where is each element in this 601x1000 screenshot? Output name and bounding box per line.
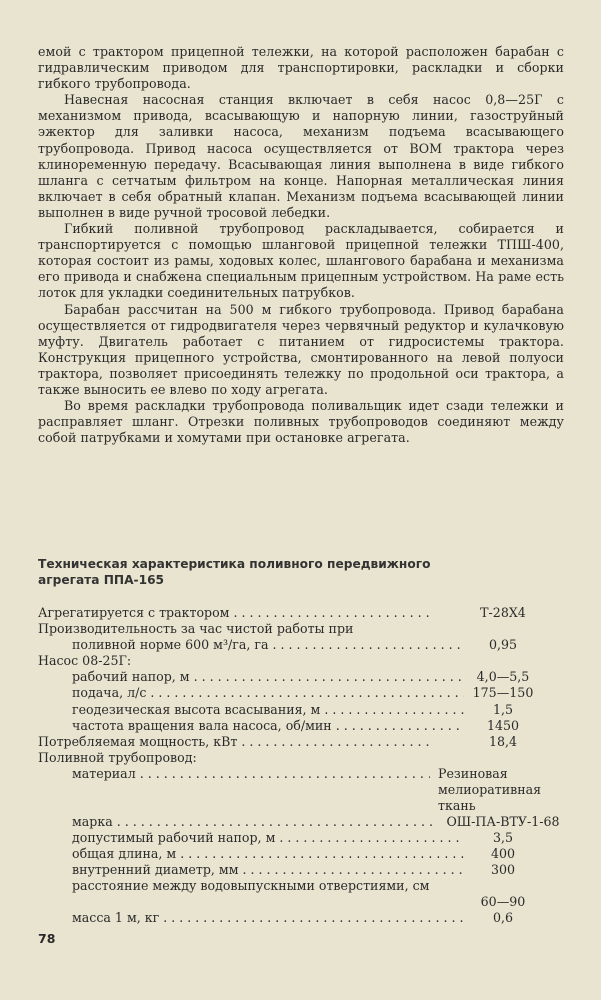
spec-row-flow bbox=[38, 685, 568, 701]
spec-title bbox=[38, 556, 564, 588]
spec-label: допустимый рабочий напор, м . . . bbox=[38, 830, 464, 846]
spec-label: подача, л/с . . . bbox=[38, 685, 464, 701]
spec-label: Насос 08-25Г: bbox=[38, 653, 132, 669]
spec-row-pipeline bbox=[38, 750, 568, 766]
spec-value: 4,0—5,5 bbox=[476, 669, 530, 685]
spec-value: Резиновая мелиоративная ткань bbox=[438, 765, 542, 814]
spec-title-line-1: Техническая характеристика поливного передвижного bbox=[38, 557, 431, 571]
spec-row-productivity bbox=[38, 621, 568, 637]
spec-value: 18,4 bbox=[488, 733, 518, 749]
spec-row-power bbox=[38, 734, 568, 750]
spec-value: 3,5 bbox=[492, 830, 514, 846]
spec-value: 0,95 bbox=[488, 637, 518, 653]
spec-title-line-2: агрегата ППА-165 bbox=[38, 573, 165, 587]
spec-row-pump bbox=[38, 653, 568, 669]
page-number: 78 bbox=[38, 931, 56, 946]
spec-row-spacing bbox=[38, 878, 568, 910]
spec-label: расстояние между водовыпускными отверстиями, см bbox=[72, 878, 430, 894]
spec-row-mass bbox=[38, 910, 568, 926]
body-text bbox=[38, 44, 564, 446]
spec-row-head bbox=[38, 669, 568, 685]
spec-row-allowed-head bbox=[38, 830, 568, 846]
spec-row-material bbox=[38, 766, 568, 814]
spec-row-rpm bbox=[38, 718, 568, 734]
spec-table bbox=[38, 605, 568, 926]
spec-value: Т-28Х4 bbox=[480, 605, 526, 620]
spec-value: 1,5 bbox=[492, 701, 514, 717]
spec-label: поливной норме 600 м³/га, га . . . bbox=[38, 637, 464, 653]
spec-label: масса 1 м, кг . . . bbox=[38, 910, 464, 926]
spec-label: Потребляемая мощность, кВт . . . bbox=[38, 734, 430, 750]
paragraph-4: Барабан рассчитан на 500 м гибкого трубопровода. Привод барабана осуществляется от гидродвигателя через червячный редуктор и кулачковую муфту. Двигатель работает с питанием от гидросистемы трактора. Конструкция прицепного устройства, смонтированного на левой полуоси трактора, позволяет присоединять тележку по продольной оси трактора, а также выносить ее влево по ходу агрегата. bbox=[38, 301, 564, 397]
spec-value: 175—150 bbox=[472, 685, 534, 701]
spec-label: рабочий напор, м . . . bbox=[38, 669, 464, 685]
spec-row-tractor bbox=[38, 605, 568, 621]
spec-value: 0,6 bbox=[492, 910, 514, 926]
spec-row-productivity-norm bbox=[38, 637, 568, 653]
spec-row-length bbox=[38, 846, 568, 862]
spec-label: Агрегатируется с трактором . . . bbox=[38, 605, 430, 621]
spec-value: 60—90 bbox=[480, 894, 526, 910]
spec-value: 300 bbox=[490, 862, 516, 878]
spec-value: 1450 bbox=[486, 717, 520, 733]
spec-label: общая длина, м . . . bbox=[38, 846, 464, 862]
spec-label: марка . . . bbox=[38, 814, 464, 830]
spec-row-brand bbox=[38, 814, 568, 830]
paragraph-5: Во время раскладки трубопровода поливальщик идет сзади тележки и расправляет шланг. Отрезки поливных трубопроводов соединяют между собой патрубками и хомутами при остановке агрегата. bbox=[38, 398, 564, 446]
spec-label: внутренний диаметр, мм . . . bbox=[38, 862, 464, 878]
paragraph-2: Навесная насосная станция включает в себя насос 0,8—25Г с механизмом привода, всасывающую и напорную линии, газоструйный эжектор для заливки насоса, механизм подъема всасывающего трубопровода. Привод насоса осуществляется от ВОМ трактора через клиноременную передачу. Всасывающая линия выполнена в виде гибкого шланга с сетчатым фильтром на конце. Напорная металлическая линия включает в себя обратный клапан. Механизм подъема всасывающей линии выполнен в виде ручной тросовой лебедки. bbox=[38, 92, 564, 220]
spec-label: Поливной трубопровод: bbox=[38, 749, 197, 765]
spec-label: материал . . . bbox=[38, 766, 430, 782]
spec-row-diameter bbox=[38, 862, 568, 878]
spec-label: частота вращения вала насоса, об/мин . . . bbox=[38, 718, 464, 734]
paragraph-1: емой с трактором прицепной тележки, на которой расположен барабан с гидравлическим приводом для транспортировки, раскладки и сборки гибкого трубопровода. bbox=[38, 44, 564, 92]
spec-value: 400 bbox=[490, 846, 516, 862]
spec-row-suction-height bbox=[38, 702, 568, 718]
paragraph-3: Гибкий поливной трубопровод раскладывается, собирается и транспортируется с помощью шланговой прицепной тележки ТПШ-400, которая состоит из рамы, ходовых колес, шлангового барабана и механизма его привода и снабжена специальным прицепным устройством. На раме есть лоток для укладки соединительных патрубков. bbox=[38, 221, 564, 301]
spec-label: Производительность за час чистой работы при bbox=[38, 621, 354, 637]
spec-label: геодезическая высота всасывания, м . . . bbox=[38, 702, 464, 718]
spec-value: ОШ-ПА-ВТУ-1-68 bbox=[446, 813, 560, 829]
